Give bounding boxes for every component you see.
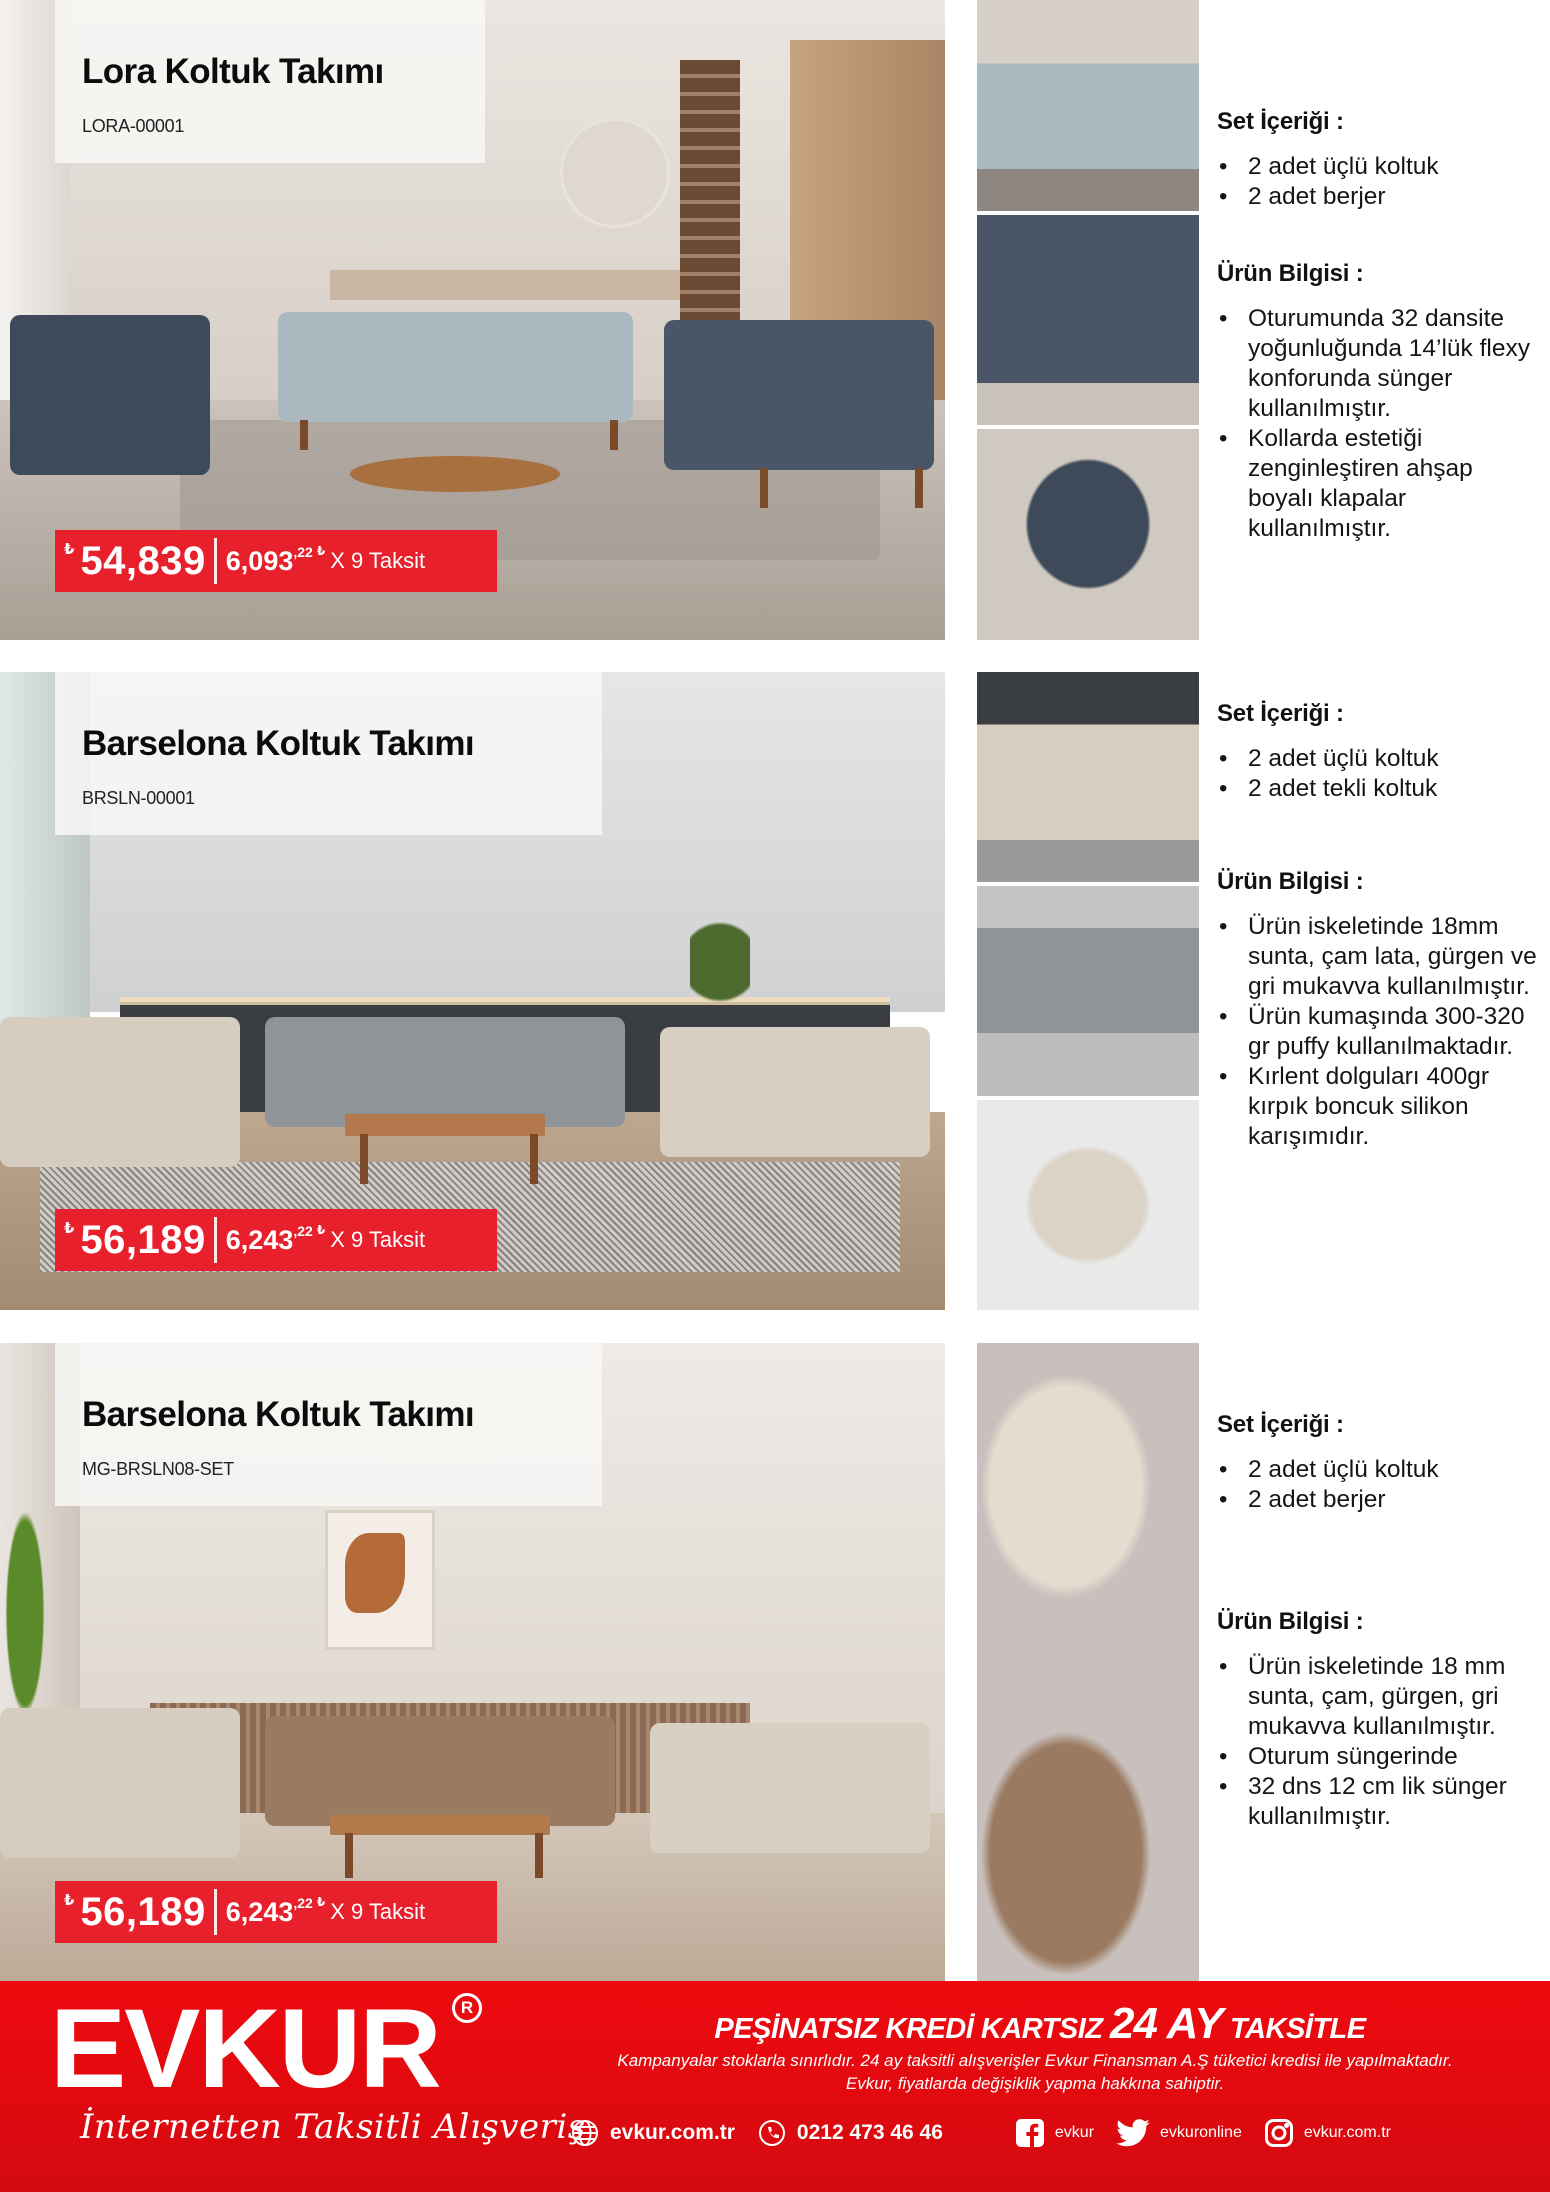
- product-code: LORA-00001: [82, 116, 185, 136]
- website-link[interactable]: [570, 2118, 735, 2148]
- installment-currency: ₺: [316, 544, 326, 558]
- set-item: • 2 adet üçlü koltuk: [1217, 152, 1537, 182]
- website-text: evkur.com.tr: [610, 2121, 735, 2144]
- promo-text-big: 24 AY: [1110, 1999, 1223, 2048]
- price-tag: [55, 1209, 497, 1271]
- set-contents-heading: Set İçeriği :: [1217, 700, 1344, 727]
- installment-decimals: ,22: [293, 1895, 313, 1911]
- product-info-heading: Ürün Bilgisi :: [1217, 260, 1364, 287]
- set-item: • 2 adet berjer: [1217, 182, 1537, 212]
- info-item: • Ürün kumaşında 300-320 gr puffy kullanılmaktadır.: [1217, 1002, 1537, 1062]
- price-divider: [214, 538, 217, 584]
- info-item: • Oturum süngerinde: [1217, 1742, 1537, 1772]
- product-name: Barselona Koltuk Takımı: [82, 724, 475, 763]
- info-item: • Ürün iskeletinde 18 mm sunta, çam, gürgen, gri mukavva kullanılmıştır.: [1217, 1652, 1537, 1742]
- info-item: • Kırlent dolguları 400gr kırpık boncuk silikon karışımıdır.: [1217, 1062, 1537, 1152]
- installment-amount: 6,243: [225, 1896, 294, 1927]
- currency-symbol: ₺: [64, 1892, 75, 1909]
- product-code: MG-BRSLN08-SET: [82, 1459, 234, 1479]
- instagram-icon: [1264, 2118, 1294, 2148]
- product-info-list: [1217, 1652, 1537, 1832]
- set-item: • 2 adet üçlü koltuk: [1217, 744, 1537, 774]
- promo-disclaimer: [520, 2049, 1550, 2095]
- promo-headline: [570, 1999, 1510, 2049]
- detail-thumbnails: [977, 672, 1199, 1310]
- disclaimer-line-1: Kampanyalar stoklarla sınırlıdır. 24 ay taksitli alışverişler Evkur Finansman A.Ş tüketici kredisi ile yapılmaktadır.: [617, 2051, 1453, 2070]
- product-card-barselona-2: [0, 1343, 1550, 1981]
- product-card-barselona-1: [0, 672, 1550, 1310]
- facebook-link[interactable]: [1015, 2118, 1094, 2148]
- product-details: [1217, 108, 1537, 544]
- product-title-card: [55, 1343, 602, 1506]
- product-title-card: [55, 0, 485, 163]
- contact-bar: [570, 2118, 1413, 2148]
- set-item: • 2 adet üçlü koltuk: [1217, 1455, 1537, 1485]
- price-divider: [214, 1217, 217, 1263]
- promo-text-1: PEŞİNATSIZ KREDİ KARTSIZ: [714, 2013, 1111, 2045]
- facebook-icon: [1015, 2118, 1045, 2148]
- info-item: • Ürün iskeletinde 18mm sunta, çam lata, gürgen ve gri mukavva kullanılmıştır.: [1217, 912, 1537, 1002]
- detail-thumbnails: [977, 1343, 1199, 1981]
- thumbnail-sofa-bed: [977, 0, 1199, 211]
- total-price: 54,839: [80, 538, 206, 583]
- globe-icon: [570, 2118, 600, 2148]
- thumbnail-brown-sofa: [977, 1662, 1199, 1981]
- thumbnail-chesterfield-sofa: [977, 1343, 1199, 1662]
- installment-currency: ₺: [316, 1895, 326, 1909]
- phone-icon: [757, 2118, 787, 2148]
- set-contents-list: [1217, 744, 1537, 804]
- info-item: • 32 dns 12 cm lik sünger kullanılmıştır.: [1217, 1772, 1537, 1832]
- product-code: BRSLN-00001: [82, 788, 195, 808]
- product-info-list: [1217, 912, 1537, 1152]
- product-name: Lora Koltuk Takımı: [82, 52, 384, 91]
- product-details: [1217, 1411, 1537, 1832]
- twitter-icon: [1116, 2118, 1150, 2148]
- set-contents-list: [1217, 1455, 1537, 1515]
- thumbnail-sofa-bed-grey: [977, 882, 1199, 1096]
- slogan: İnternetten Taksitli Alışveriş: [80, 2107, 586, 2147]
- registered-mark: R: [452, 1993, 482, 2023]
- total-price: 56,189: [80, 1889, 206, 1934]
- twitter-handle: evkuronline: [1160, 2124, 1242, 2141]
- disclaimer-line-2: Evkur, fiyatlarda değişiklik yapma hakkına sahiptir.: [845, 2074, 1225, 2093]
- brand-footer: [0, 1981, 1550, 2192]
- product-info-heading: Ürün Bilgisi :: [1217, 1608, 1364, 1635]
- promo-text-2: TAKSİTLE: [1222, 2013, 1366, 2045]
- info-item: • Oturumunda 32 dansite yoğunluğunda 14’lük flexy konforunda sünger kullanılmıştır.: [1217, 304, 1537, 424]
- installment-decimals: ,22: [293, 1223, 313, 1239]
- set-item: • 2 adet berjer: [1217, 1485, 1537, 1515]
- price-tag: [55, 530, 497, 592]
- evkur-logo: EVKUR: [50, 1986, 440, 2111]
- currency-symbol: ₺: [64, 1220, 75, 1237]
- product-details: [1217, 700, 1537, 1152]
- set-contents-list: [1217, 152, 1537, 212]
- total-price: 56,189: [80, 1217, 206, 1262]
- phone-link[interactable]: [757, 2118, 943, 2148]
- installment-decimals: ,22: [293, 544, 313, 560]
- set-contents-heading: Set İçeriği :: [1217, 108, 1344, 135]
- product-title-card: [55, 672, 602, 835]
- phone-text: 0212 473 46 46: [796, 2121, 943, 2144]
- set-item: • 2 adet tekli koltuk: [1217, 774, 1537, 804]
- set-contents-heading: Set İçeriği :: [1217, 1411, 1344, 1438]
- detail-thumbnails: [977, 0, 1199, 640]
- product-card-lora: [0, 0, 1550, 640]
- thumbnail-sofa-beige: [977, 672, 1199, 882]
- installment-amount: 6,243: [225, 1224, 294, 1255]
- product-info-list: [1217, 304, 1537, 544]
- installment-amount: 6,093: [225, 545, 294, 576]
- info-item: • Kollarda estetiği zenginleştiren ahşap boyalı klapalar kullanılmıştır.: [1217, 424, 1537, 544]
- thumbnail-armchair: [977, 425, 1199, 640]
- product-info-heading: Ürün Bilgisi :: [1217, 868, 1364, 895]
- installment-label: X 9 Taksit: [330, 1227, 426, 1252]
- price-divider: [214, 1889, 217, 1935]
- installment-label: X 9 Taksit: [330, 548, 426, 573]
- thumbnail-armrest-detail: [977, 211, 1199, 426]
- thumbnail-armchair: [977, 1096, 1199, 1310]
- installment-currency: ₺: [316, 1223, 326, 1237]
- installment-label: X 9 Taksit: [330, 1899, 426, 1924]
- twitter-link[interactable]: [1116, 2118, 1242, 2148]
- instagram-handle: evkur.com.tr: [1303, 2124, 1391, 2141]
- instagram-link[interactable]: [1264, 2118, 1391, 2148]
- price-tag: [55, 1881, 497, 1943]
- facebook-handle: evkur: [1054, 2124, 1095, 2141]
- currency-symbol: ₺: [64, 541, 75, 558]
- product-name: Barselona Koltuk Takımı: [82, 1395, 475, 1434]
